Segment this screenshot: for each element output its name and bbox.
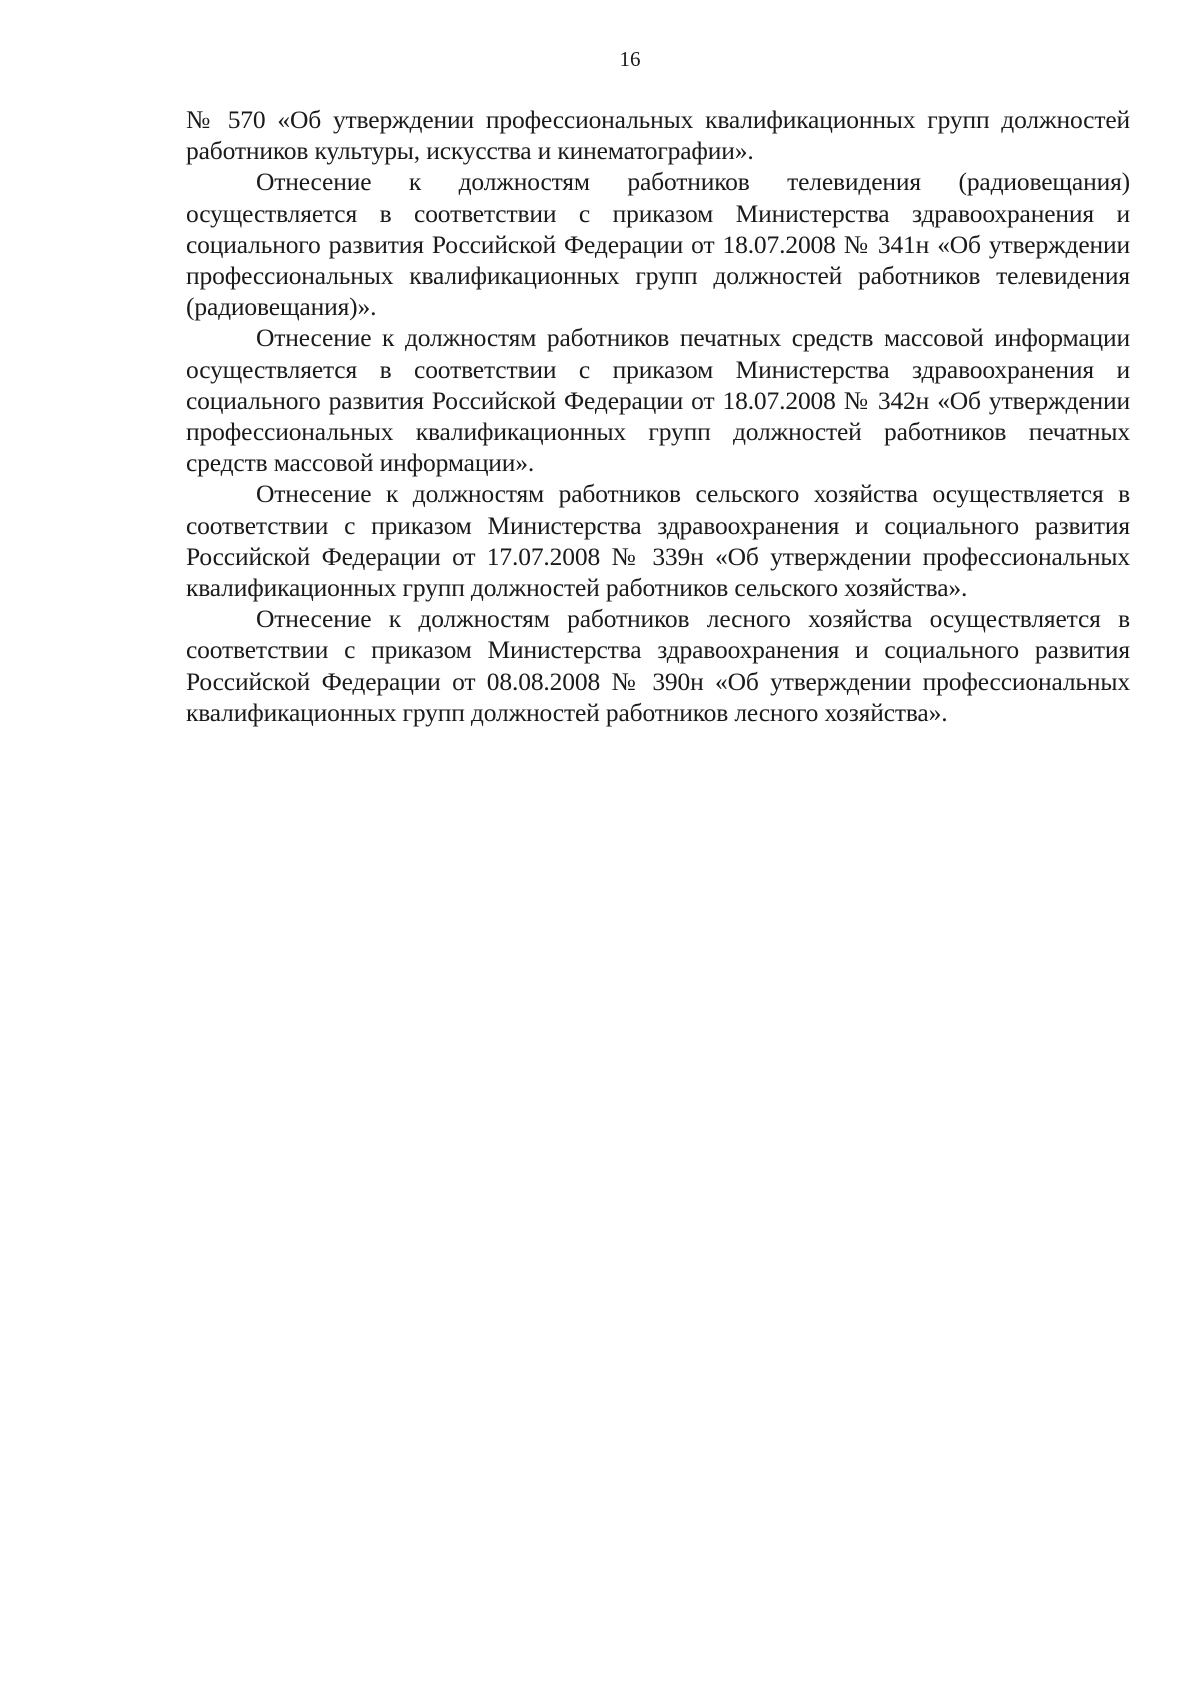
paragraph-culture-order-continuation: № 570 «Об утверждении профессиональных квалификационных групп должностей работников культуры, искусства и кинематографии». — [186, 105, 1130, 166]
page-number: 16 — [619, 47, 641, 71]
document-body — [186, 104, 1130, 728]
paragraph-agriculture: Отнесение к должностям работников сельского хозяйства осуществляется в соответствии с приказом Министерства здравоохранения и социального развития Российской Федерации от 17.07.2008 № 339н «Об утверждении профессиональных квалификационных групп должностей работников сельского хозяйства». — [186, 479, 1130, 603]
paragraph-television-radio: Отнесение к должностям работников телевидения (радиовещания) осуществляется в соответствии с приказом Министерства здравоохранения и социального развития Российской Федерации от 18.07.2008 № 341н «Об утверждении профессиональных квалификационных групп должностей работников телевидения (радиовещания)». — [186, 167, 1130, 322]
paragraph-forestry: Отнесение к должностям работников лесного хозяйства осуществляется в соответствии с приказом Министерства здравоохранения и социального развития Российской Федерации от 08.08.2008 № 390н «Об утверждении профессиональных квалификационных групп должностей работников лесного хозяйства». — [186, 604, 1130, 727]
paragraph-print-media: Отнесение к должностям работников печатных средств массовой информации осуществляется в соответствии с приказом Министерства здравоохранения и социального развития Российской Федерации от 18.07.2008 № 342н «Об утверждении профессиональных квалификационных групп должностей работников печатных средств массовой информации». — [186, 323, 1130, 478]
